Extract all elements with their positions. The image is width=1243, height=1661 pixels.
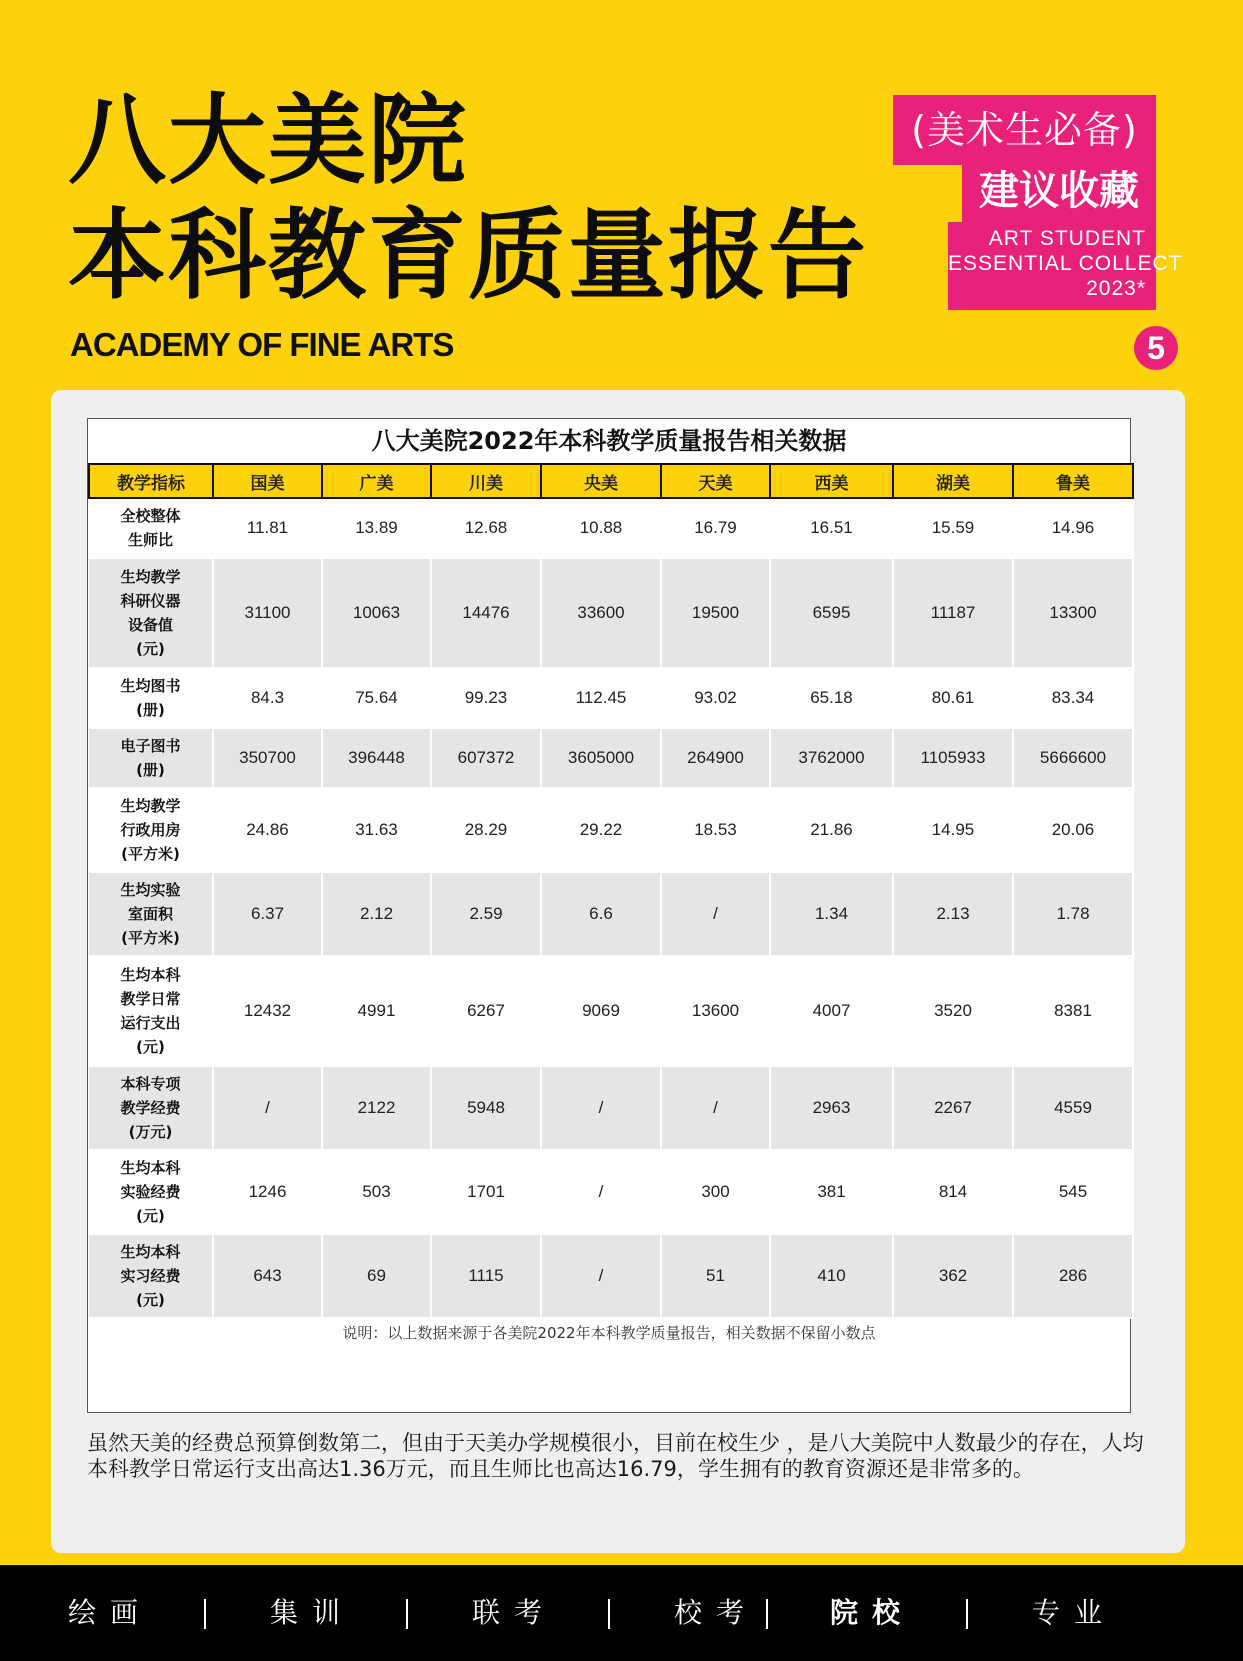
table-cell: 410	[770, 1234, 893, 1318]
header-school: 湖美	[893, 464, 1013, 498]
table-cell: 29.22	[541, 788, 661, 872]
table-cell: 13600	[661, 956, 770, 1066]
table-cell: 4559	[1013, 1066, 1133, 1150]
header-school: 天美	[661, 464, 770, 498]
header-school: 广美	[322, 464, 431, 498]
table-cell: 10.88	[541, 498, 661, 558]
row-label-line: 电子图书	[120, 737, 181, 755]
table-cell: 6595	[770, 558, 893, 668]
table-cell: 2.12	[322, 872, 431, 956]
table-header-row	[89, 464, 1133, 498]
table-cell: 4991	[322, 956, 431, 1066]
table-cell: 2.59	[431, 872, 541, 956]
page-number-badge: 5	[1134, 326, 1178, 370]
row-label-line: 生均教学	[120, 797, 181, 815]
summary-text: 虽然天美的经费总预算倒数第二，但由于天美办学规模很小，目前在校生少 ，是八大美院中人数最少的存在，人均本科教学日常运行支出高达1.36万元，而且生师比也高达16.79，学生拥有的教育资源还是非常多的。	[87, 1431, 1144, 1481]
row-label-line: (万元)	[128, 1123, 173, 1141]
row-label-line: 生师比	[127, 531, 173, 549]
table-cell: /	[541, 1150, 661, 1234]
table-cell: 13.89	[322, 498, 431, 558]
table-cell: 51	[661, 1234, 770, 1318]
table-row	[89, 728, 1133, 788]
row-label	[89, 1234, 213, 1318]
row-label-line: 全校整体	[120, 507, 181, 525]
nav-item[interactable]: 专业	[1032, 1596, 1117, 1629]
row-label	[89, 1066, 213, 1150]
table-row	[89, 1066, 1133, 1150]
table-row	[89, 558, 1133, 668]
nav-separator	[406, 1599, 408, 1629]
row-label-line: 生均本科	[120, 1159, 181, 1177]
table-cell: /	[661, 872, 770, 956]
table-cell: 1.34	[770, 872, 893, 956]
table-body	[89, 498, 1133, 1318]
row-label-line: 生均教学	[120, 568, 181, 586]
table-cell: 10063	[322, 558, 431, 668]
table-cell: 14.95	[893, 788, 1013, 872]
table-row	[89, 668, 1133, 728]
data-table	[88, 463, 1134, 1319]
table-cell: 20.06	[1013, 788, 1133, 872]
row-label-line: 室面积	[127, 905, 173, 923]
table-cell: 12.68	[431, 498, 541, 558]
row-label-line: (册)	[136, 761, 165, 779]
table-cell: 83.34	[1013, 668, 1133, 728]
table-cell: 2.13	[893, 872, 1013, 956]
table-cell: 99.23	[431, 668, 541, 728]
row-label-line: 生均本科	[120, 1243, 181, 1261]
row-label-line: (元)	[136, 640, 165, 658]
table-cell: 31100	[213, 558, 322, 668]
table-cell: 381	[770, 1150, 893, 1234]
table-cell: 5948	[431, 1066, 541, 1150]
table-cell: 1701	[431, 1150, 541, 1234]
table-cell: 28.29	[431, 788, 541, 872]
table-cell: 3605000	[541, 728, 661, 788]
table-cell: 2963	[770, 1066, 893, 1150]
row-label-line: (平方米)	[121, 845, 180, 863]
table-cell: 545	[1013, 1150, 1133, 1234]
nav-separator	[966, 1599, 968, 1629]
table-cell: 14476	[431, 558, 541, 668]
nav-separator	[766, 1599, 768, 1629]
row-label	[89, 872, 213, 956]
table-cell: 11187	[893, 558, 1013, 668]
table-cell: 4007	[770, 956, 893, 1066]
table-cell: 21.86	[770, 788, 893, 872]
table-cell: 13300	[1013, 558, 1133, 668]
table-cell: 2267	[893, 1066, 1013, 1150]
badge-en-line2: ESSENTIAL COLLECT	[948, 252, 1183, 275]
table-row	[89, 788, 1133, 872]
table-cell: /	[213, 1066, 322, 1150]
nav-item[interactable]: 联考	[472, 1596, 557, 1629]
row-label-line: (平方米)	[121, 929, 180, 947]
table-cell: 6.37	[213, 872, 322, 956]
row-label	[89, 788, 213, 872]
header-school: 央美	[541, 464, 661, 498]
table-row	[89, 1234, 1133, 1318]
header-school: 川美	[431, 464, 541, 498]
row-label-line: 行政用房	[120, 821, 181, 839]
footer-nav	[0, 1565, 1243, 1661]
table-row	[89, 956, 1133, 1066]
row-label	[89, 728, 213, 788]
table-cell: 1246	[213, 1150, 322, 1234]
row-label-line: 生均实验	[120, 881, 181, 899]
page-title-line2: 本科教育质量报告	[68, 199, 869, 313]
table-cell: 112.45	[541, 668, 661, 728]
row-label	[89, 668, 213, 728]
table-cell: 264900	[661, 728, 770, 788]
row-label-line: 实习经费	[120, 1267, 181, 1285]
table-cell: 33600	[541, 558, 661, 668]
table-cell: 93.02	[661, 668, 770, 728]
nav-separator	[608, 1599, 610, 1629]
table-cell: 6.6	[541, 872, 661, 956]
data-table-container	[87, 418, 1131, 1413]
table-cell: 350700	[213, 728, 322, 788]
table-cell: /	[541, 1066, 661, 1150]
row-label-line: 设备值	[127, 616, 173, 634]
table-cell: 3762000	[770, 728, 893, 788]
page-title-line1: 八大美院	[68, 84, 469, 198]
badge-bookmark: 建议收藏	[962, 160, 1156, 222]
table-cell: 9069	[541, 956, 661, 1066]
table-cell: 69	[322, 1234, 431, 1318]
nav-item[interactable]: 集训	[270, 1596, 355, 1629]
table-cell: 24.86	[213, 788, 322, 872]
row-label-line: 教学日常	[120, 990, 181, 1008]
table-cell: 15.59	[893, 498, 1013, 558]
row-label-line: 运行支出	[120, 1014, 181, 1032]
row-label-line: (元)	[136, 1038, 165, 1056]
table-cell: 16.51	[770, 498, 893, 558]
table-cell: 19500	[661, 558, 770, 668]
table-cell: 12432	[213, 956, 322, 1066]
row-label-line: (元)	[136, 1291, 165, 1309]
table-cell: /	[541, 1234, 661, 1318]
table-row	[89, 498, 1133, 558]
nav-item[interactable]: 院校	[830, 1596, 915, 1629]
table-title: 八大美院2022年本科教学质量报告相关数据	[371, 427, 847, 455]
table-cell: 84.3	[213, 668, 322, 728]
nav-separator	[204, 1599, 206, 1629]
badge-must-have: (美术生必备)	[893, 95, 1156, 165]
table-cell: 1105933	[893, 728, 1013, 788]
table-cell: 18.53	[661, 788, 770, 872]
row-label-line: 教学经费	[120, 1099, 181, 1117]
row-label-line: 生均图书	[120, 677, 181, 695]
table-cell: 607372	[431, 728, 541, 788]
table-cell: 300	[661, 1150, 770, 1234]
row-label-line: (册)	[136, 701, 165, 719]
nav-item[interactable]: 校考	[674, 1596, 759, 1629]
table-cell: 286	[1013, 1234, 1133, 1318]
table-cell: 11.81	[213, 498, 322, 558]
table-cell: 396448	[322, 728, 431, 788]
row-label	[89, 956, 213, 1066]
table-cell: 1115	[431, 1234, 541, 1318]
header-school: 国美	[213, 464, 322, 498]
nav-item[interactable]: 绘画	[68, 1596, 153, 1629]
table-cell: 80.61	[893, 668, 1013, 728]
row-label	[89, 498, 213, 558]
row-label-line: 科研仪器	[120, 592, 181, 610]
row-label	[89, 1150, 213, 1234]
table-cell: 8381	[1013, 956, 1133, 1066]
table-cell: 6267	[431, 956, 541, 1066]
table-cell: 65.18	[770, 668, 893, 728]
header-school: 西美	[770, 464, 893, 498]
table-cell: 16.79	[661, 498, 770, 558]
english-subtitle: ACADEMY OF FINE ARTS	[70, 326, 454, 363]
table-cell: 643	[213, 1234, 322, 1318]
table-cell: /	[661, 1066, 770, 1150]
row-label-line: 本科专项	[120, 1075, 181, 1093]
table-cell: 503	[322, 1150, 431, 1234]
table-row	[89, 1150, 1133, 1234]
header-school: 鲁美	[1013, 464, 1133, 498]
table-cell: 2122	[322, 1066, 431, 1150]
table-note: 说明：以上数据来源于各美院2022年本科教学质量报告，相关数据不保留小数点	[342, 1324, 876, 1342]
row-label-line: 实验经费	[120, 1183, 181, 1201]
badge-english	[948, 222, 1183, 310]
table-cell: 3520	[893, 956, 1013, 1066]
table-row	[89, 872, 1133, 956]
table-cell: 362	[893, 1234, 1013, 1318]
table-cell: 1.78	[1013, 872, 1133, 956]
table-cell: 5666600	[1013, 728, 1133, 788]
header-indicator: 教学指标	[89, 464, 213, 498]
row-label-line: (元)	[136, 1207, 165, 1225]
table-cell: 31.63	[322, 788, 431, 872]
badge-en-line3: 2023*	[1086, 277, 1146, 300]
table-cell: 75.64	[322, 668, 431, 728]
row-label	[89, 558, 213, 668]
table-cell: 14.96	[1013, 498, 1133, 558]
badge-en-line1: ART STUDENT	[988, 227, 1146, 250]
row-label-line: 生均本科	[120, 966, 181, 984]
table-cell: 814	[893, 1150, 1013, 1234]
